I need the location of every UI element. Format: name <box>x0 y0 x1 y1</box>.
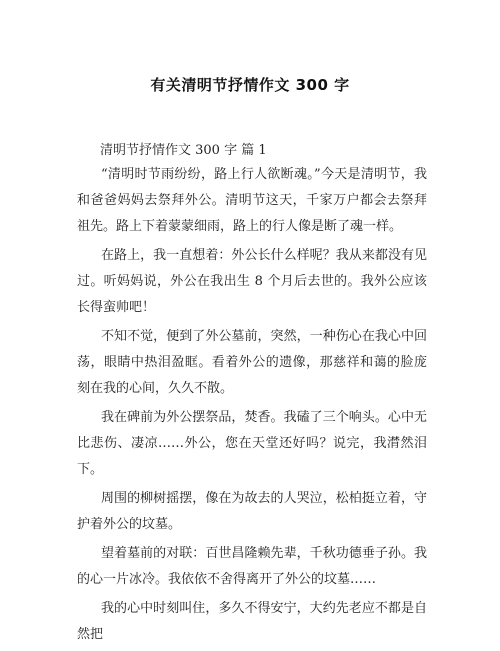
paragraph: “清明时节雨纷纷，路上行人欲断魂。”今天是清明节，我和爸爸妈妈去祭拜外公。清明节这天，千家万户都会去祭拜祖先。路上下着蒙蒙细雨，路上的行人像是断了魂一样。 <box>77 167 427 234</box>
section-heading: 清明节抒情作文 300 字 篇 1 <box>100 143 267 158</box>
paragraph: 在路上，我一直想着：外公长什么样呢？我从来都没有见过。听妈妈说，外公在我出生 8 个月后去世的。我外公应该长得蛮帅吧！ <box>77 248 427 315</box>
document-title: 有关清明节抒情作文 300 字 <box>150 76 350 94</box>
paragraph: 望着墓前的对联：百世昌隆赖先辈，千秋功德垂子孙。我的心一片冰冷。我依依不舍得离开了外公的坟墓…… <box>77 546 427 587</box>
document-body <box>77 162 427 651</box>
paragraph: 周围的柳树摇摆，像在为故去的人哭泣，松柏挺立着，守护着外公的坟墓。 <box>77 491 427 532</box>
paragraph: 不知不觉，便到了外公墓前，突然，一种伤心在我心中回荡，眼睛中热泪盈眶。看着外公的遗像，那慈祥和蔼的脸庞刻在我的心间，久久不散。 <box>77 329 427 396</box>
paragraph: 我的心中时刻叫住，多久不得安宁，大约先老应不都是自然把 <box>77 601 427 642</box>
paragraph: 我在碑前为外公摆祭品，焚香。我磕了三个响头。心中无比悲伤、凄凉……外公，您在天堂还好吗？说完，我潸然泪下。 <box>77 410 427 477</box>
